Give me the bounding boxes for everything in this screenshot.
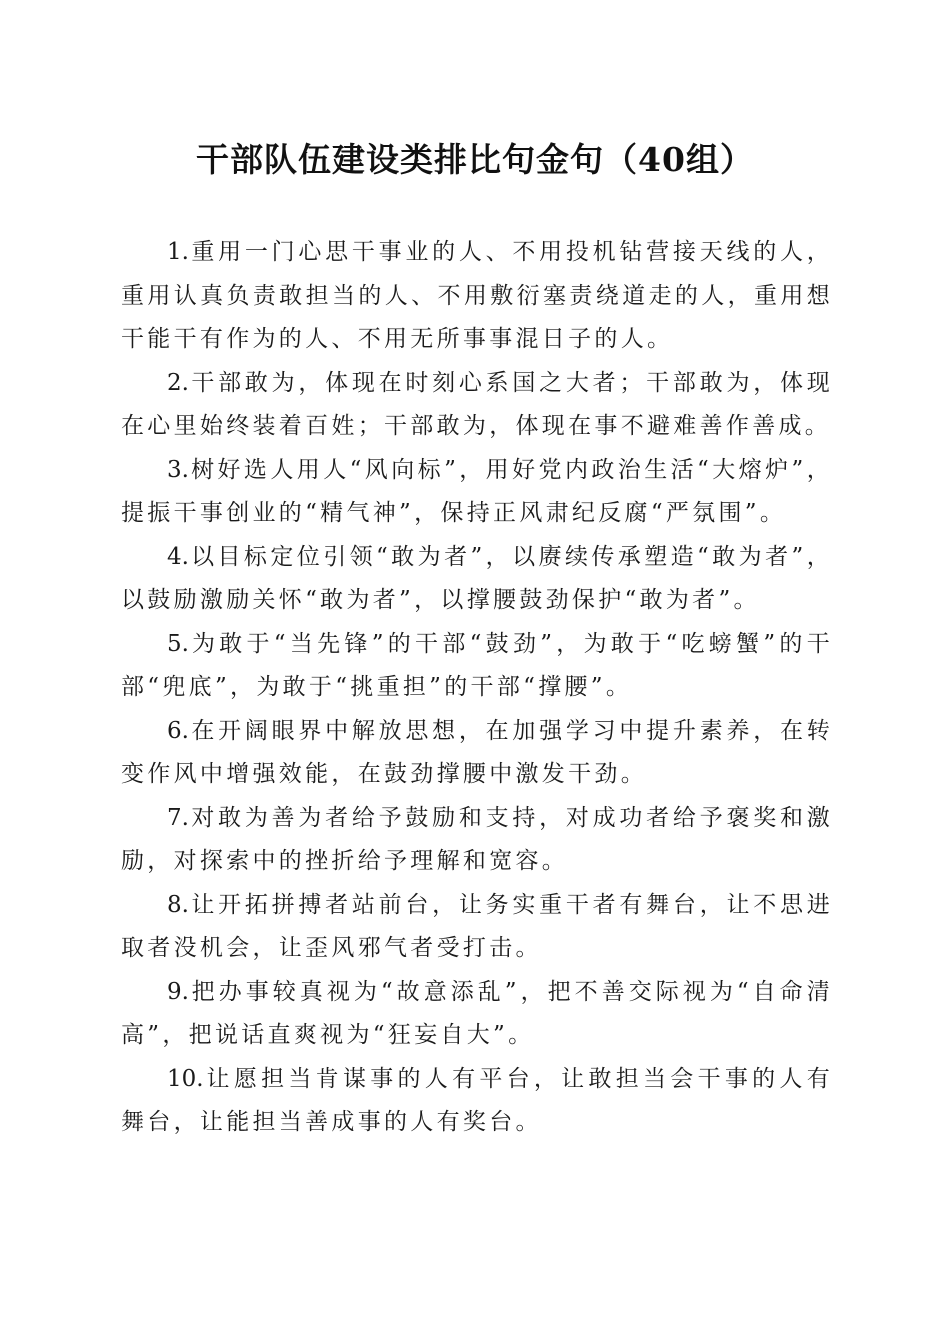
item-text: 把办事较真视为“故意添乱”，把不善交际视为“自命清高”，把说话直爽视为“狂妄自大”。 [121,978,833,1048]
item-text: 让开拓拼搏者站前台，让务实重干者有舞台，让不思进取者没机会，让歪风邪气者受打击。 [121,891,833,961]
item-text: 对敢为善为者给予鼓励和支持，对成功者给予褒奖和激励，对探索中的挫折给予理解和宽容。 [121,804,833,874]
list-item [121,536,833,623]
list-item [121,449,833,536]
item-number: 3. [167,456,189,483]
item-number: 4. [167,543,189,570]
item-number: 8. [167,891,189,918]
item-number: 7. [167,804,189,831]
item-number: 9. [167,978,189,1005]
page-title: 干部队伍建设类排比句金句（40组） [196,140,754,179]
list-item [121,710,833,797]
item-text: 为敢于“当先锋”的干部“鼓劲”，为敢于“吃螃蟹”的干部“兜底”，为敢于“挑重担”的干部“撑腰”。 [121,630,833,700]
item-number: 2. [167,369,189,396]
item-number: 1. [167,239,189,265]
list-item [121,362,833,449]
list-item [121,1058,833,1145]
list-item [121,623,833,710]
item-number: 6. [167,717,189,744]
item-text: 让愿担当肯谋事的人有平台，让敢担当会干事的人有舞台，让能担当善成事的人有奖台。 [121,1065,833,1135]
item-text: 干部敢为，体现在时刻心系国之大者；干部敢为，体现在心里始终装着百姓；干部敢为，体现在事不避难善作善成。 [121,369,833,439]
list-item [121,971,833,1058]
item-number: 10. [167,1065,204,1092]
item-text: 树好选人用人“风向标”，用好党内政治生活“大熔炉”，提振干事创业的“精气神”，保持正风肃纪反腐“严氛围”。 [121,456,833,526]
list-item [121,231,833,362]
list-item [121,884,833,971]
item-text: 以目标定位引领“敢为者”，以赓续传承塑造“敢为者”，以鼓励激励关怀“敢为者”，以撑腰鼓劲保护“敢为者”。 [121,543,833,613]
list-item [121,797,833,884]
item-number: 5. [167,630,189,657]
item-text: 重用一门心思干事业的人、不用投机钻营接天线的人，重用认真负责敢担当的人、不用敷衍塞责绕道走的人，重用想干能干有作为的人、不用无所事事混日子的人。 [121,239,833,352]
item-text: 在开阔眼界中解放思想，在加强学习中提升素养，在转变作风中增强效能，在鼓劲撑腰中激发干劲。 [121,717,833,787]
document-body [121,231,833,1145]
